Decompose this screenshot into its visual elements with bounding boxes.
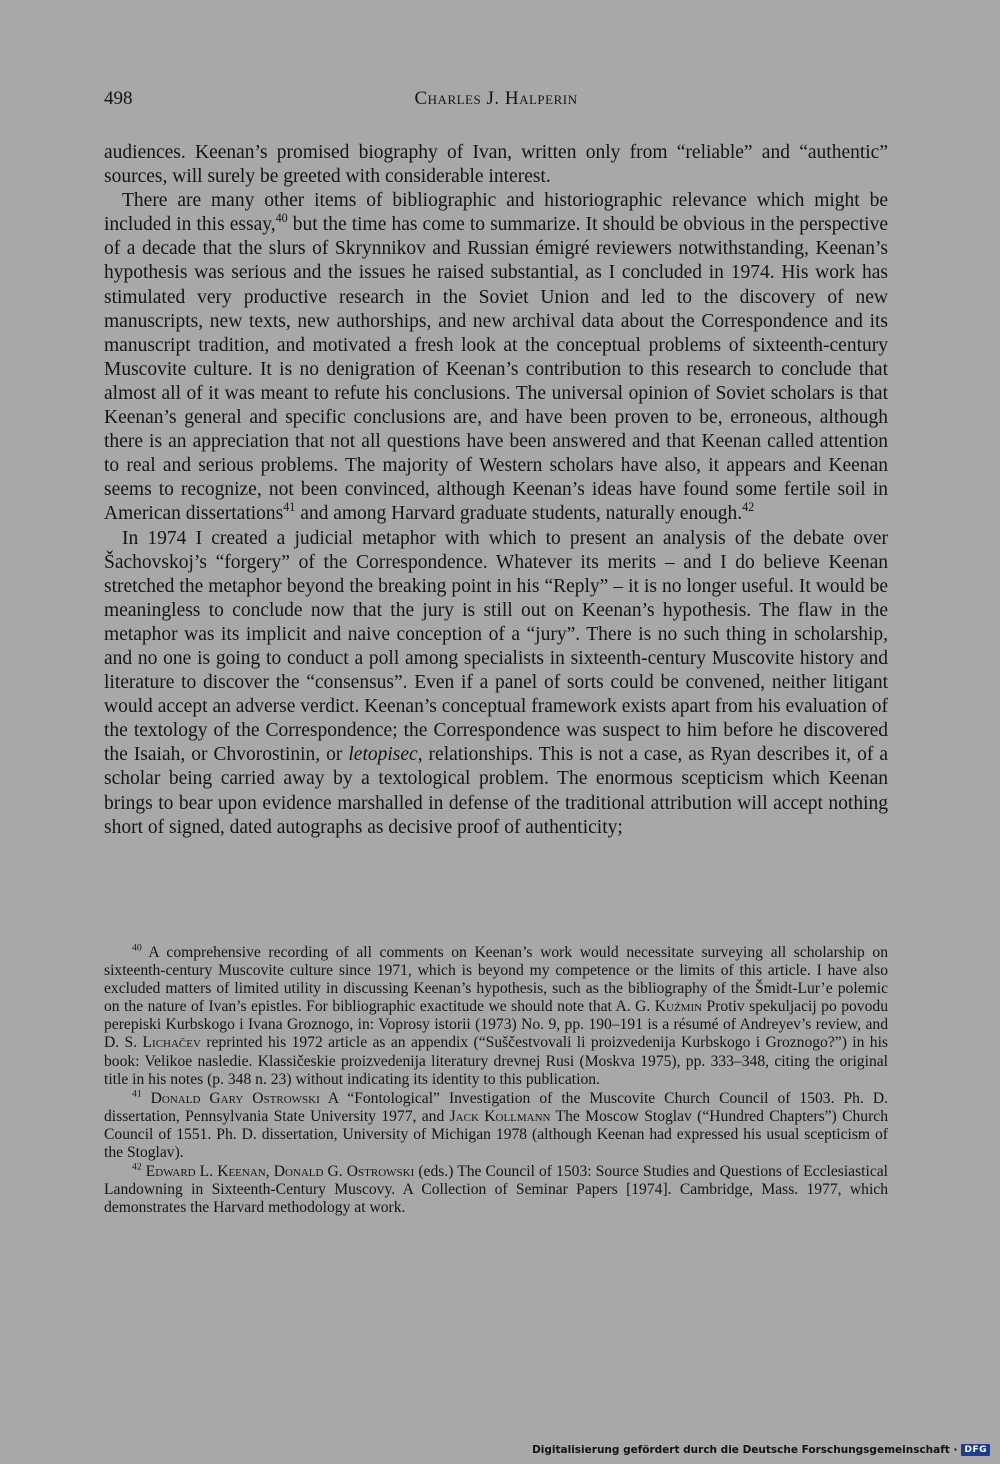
page-number: 498 bbox=[104, 88, 133, 109]
footnote-ref-41[interactable]: 41 bbox=[283, 500, 296, 515]
footnote-ref-40[interactable]: 40 bbox=[275, 211, 288, 226]
footnote-40-text-b: Protiv spekuljacij po povodu perepiski Kurbskogo i Ivana Groznogo, in: Voprosy istorii (1973) No. 9, pp. 190–191 is a résumé of Andreyev’s review, and D. S. bbox=[104, 998, 888, 1052]
footnote-40-number: 40 bbox=[132, 942, 142, 954]
author-ostrowski: Donald Gary Ostrowski bbox=[150, 1089, 320, 1107]
paragraph-2-part-b: but the time has come to summarize. It should be obvious in the perspective of a decade that the slurs of Skrynnikov and Russian émigré reviewers notwithstanding, Keenan’s hypothesis was serious and the issues he raised substantial, as I concluded in 1974. His work has stimulated very productive research in the Soviet Union and led to the discovery of new manuscripts, new texts, new authorships, and new archival data about the Correspondence and its manuscript tradition, and motivated a fresh look at the conceptual problems of sixteenth-century Muscovite culture. It is no denigration of Keenan’s contribution to this research to conclude that almost all of it was meant to refute his conclusions. The universal opinion of Soviet scholars is that Keenan’s general and specific conclusions are, and have been proven to be, erroneous, although there is an appreciation that not all questions have been answered and that Keenan called attention to real and serious problems. The majority of Western scholars have also, it appears and Keenan seems to recognize, not been convinced, although Keenan’s ideas have found some fertile soil in American dissertations bbox=[104, 214, 888, 525]
body-text bbox=[104, 141, 888, 840]
footnotes bbox=[104, 944, 888, 1217]
footnote-42-number: 42 bbox=[132, 1161, 142, 1173]
paragraph-2-part-a: There are many other items of bibliographic and historiographic relevance which might be included in this essay, bbox=[104, 190, 888, 236]
paragraph-1: audiences. Keenan’s promised biography of Ivan, written only from “reliable” and “authentic” sources, will surely be greeted with considerable interest. bbox=[104, 142, 888, 188]
footnote-42 bbox=[104, 1163, 888, 1217]
running-head: Charles J. Halperin bbox=[414, 88, 578, 109]
authors-keenan-ostrowski: Edward L. Keenan, Donald G. Ostrowski bbox=[145, 1163, 415, 1181]
paragraph-3-part-b: , relationships. This is not a case, as Ryan describes it, of a scholar being carried away by a textological problem. The enormous scepticism which Keenan brings to bear upon evidence marshalled in defense of the traditional attribution will accept nothing short of signed, dated autographs as decisive proof of authenticity; bbox=[104, 744, 888, 838]
footnote-41 bbox=[104, 1090, 888, 1162]
footnote-40-text-a: A comprehensive recording of all comments on Keenan’s work would necessitate surveying all scholarship on sixteenth-century Muscovite culture since 1971, which is beyond my competence or the limits of this article. I have also excluded matters of limited utility in discussing Keenan’s hypothesis, such as the bibliography of the Šmidt-Lur’e polemic on the nature of Ivan’s epistles. For bibliographic exactitude we should note that A. G. bbox=[104, 944, 888, 1016]
footnote-42-text-a: (eds.) The Council of 1503: Source Studies and Questions of Ecclesiastical Landowning in Sixteenth-Century Muscovy. A Collection of Seminar Papers [1974]. Cambridge, Mass. 1977, which demonstrates the Harvard methodology at work. bbox=[104, 1163, 889, 1217]
footnote-40-text-c: reprinted his 1972 article as an appendix (“Suščestvovali li proizvedenija Kurbskogo i Groznogo?”) in his book: Velikoe nasledie. Klassičeskie proizvedenija literatury drevnej Rusi (Moskva 1975), pp. 333–348, citing the original title in his notes (p. 348 n. 23) without indicating its identity to this publication. bbox=[104, 1034, 888, 1088]
author-lichacev: Lichačev bbox=[142, 1034, 201, 1052]
funding-credit: Digitalisierung gefördert durch die Deutsche Forschungsgemeinschaft · bbox=[532, 1444, 958, 1456]
footnote-40 bbox=[104, 944, 888, 1089]
author-kuzmin: Kuźmin bbox=[654, 998, 703, 1016]
footnote-41-text-b: The Moscow Stoglav (“Hundred Chapters”) Church Council of 1551. Ph. D. dissertation, University of Michigan 1978 (although Keenan had expressed his usual scepticism of the Stoglav). bbox=[104, 1107, 888, 1162]
footnote-41-number: 41 bbox=[132, 1088, 142, 1100]
paragraph-2 bbox=[104, 189, 888, 526]
footnote-ref-42[interactable]: 42 bbox=[742, 500, 755, 515]
paragraph-2-part-c: and among Harvard graduate students, naturally enough. bbox=[295, 503, 743, 525]
author-kollmann: Jack Kollmann bbox=[449, 1107, 551, 1125]
paragraph-3 bbox=[104, 527, 888, 840]
footnote-41-text-a: A “Fontological” Investigation of the Muscovite Church Council of 1503. Ph. D. dissertation, Pennsylvania State University 1977, and bbox=[104, 1089, 889, 1125]
paragraph-3-part-a: In 1974 I created a judicial metaphor with which to present an analysis of the debate over Šachovskoj’s “forgery” of the Correspondence. Whatever its merits – and I do believe Keenan stretched the metaphor beyond the breaking point in his “Reply” – it is no longer useful. It would be meaningless to conclude now that the jury is still out on Keenan’s hypothesis. The flaw in the metaphor was its implicit and naive conception of a “jury”. There is no such thing in scholarship, and no one is going to conduct a poll among specialists in sixteenth-century Muscovite history and literature to discover the “consensus”. Even if a panel of sorts could be convened, neither litigant would accept an adverse verdict. Keenan’s conceptual framework exists apart from his evaluation of the textology of the Correspondence; the Correspondence was suspect to him before he discovered the Isaiah, or Chvorostinin, or bbox=[104, 527, 888, 766]
dfg-logo-icon[interactable]: DFG bbox=[961, 1444, 990, 1456]
page-header bbox=[104, 88, 888, 116]
italic-letopisec: letopisec bbox=[348, 744, 418, 766]
digitization-footer bbox=[532, 1442, 990, 1458]
